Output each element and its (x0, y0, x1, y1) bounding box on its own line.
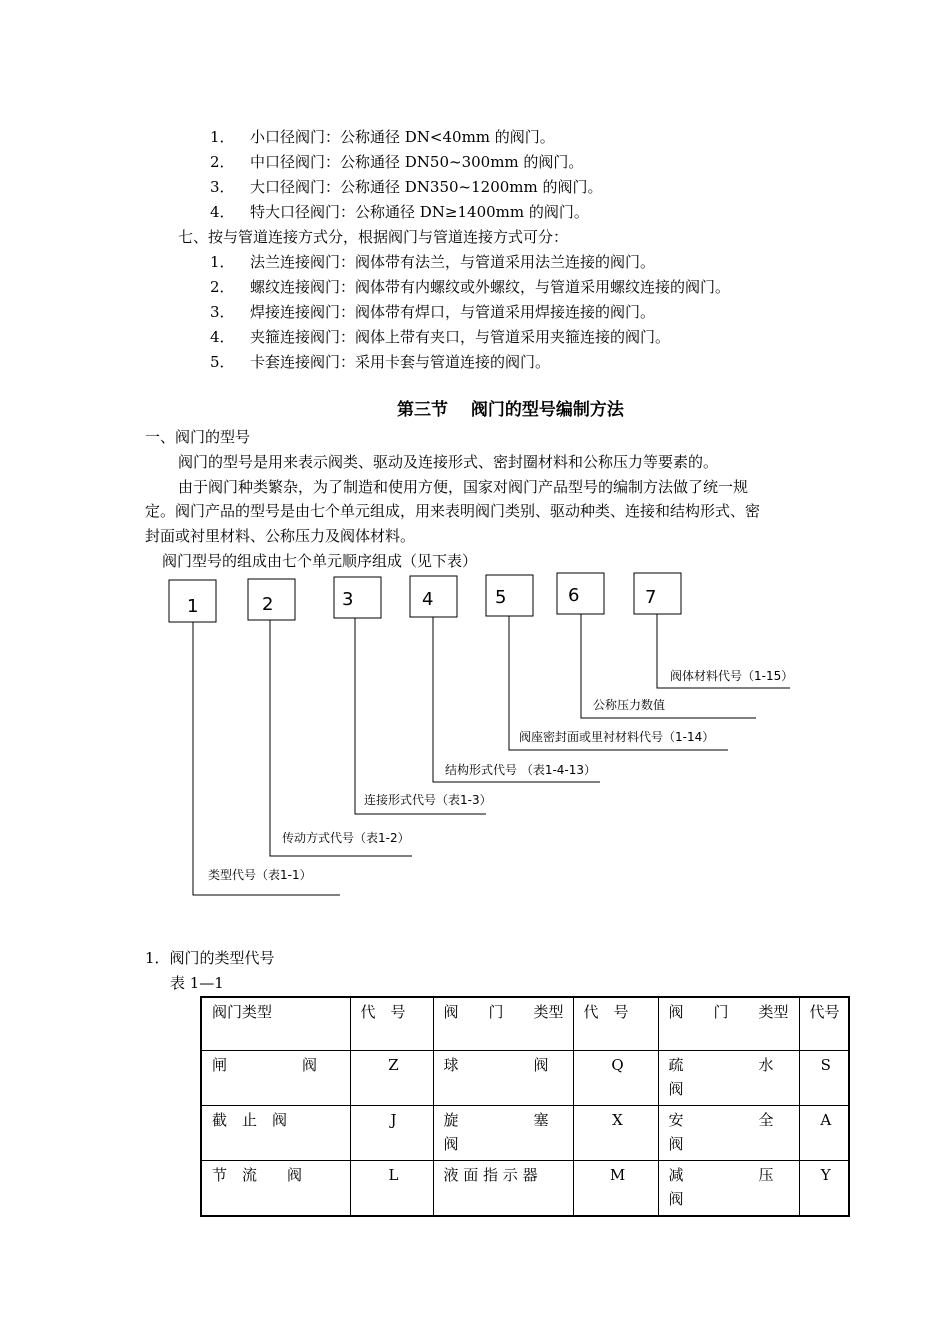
table-cell: 减 压 阀 (658, 1161, 799, 1217)
subheading-valve-model: 一、阀门的型号 (145, 428, 251, 446)
diagram-box-5-number: 5 (495, 587, 507, 608)
diagram-box-5 (486, 575, 533, 616)
section7-heading: 七、按与管道连接方式分，根据阀门与管道连接方式可分： (178, 228, 569, 246)
diagram-box-6-number: 6 (568, 585, 580, 606)
table-row (201, 1161, 849, 1217)
table-header-cell: 阀 门 类型 (433, 997, 573, 1051)
table-caption: 表 1—1 (170, 974, 224, 992)
list2-item-3: 3． 焊接连接阀门：阀体带有焊口，与管道采用焊接连接的阀门。 (210, 303, 656, 321)
table-header-row (201, 997, 849, 1051)
label-seal-material: 阀座密封面或里衬材料代号（1-14） (519, 730, 715, 744)
table-cell: 旋 塞 阀 (433, 1106, 573, 1161)
table-cell: 液 面 指 示 器 (433, 1161, 573, 1217)
table-row (201, 1051, 849, 1106)
table-cell: M (573, 1161, 658, 1217)
label-structure-form: 结构形式代号 （表1-4-13） (445, 763, 597, 777)
paragraph-2-line-1: 由于阀门种类繁杂，为了制造和使用方便，国家对阀门产品型号的编制方法做了统一规 (178, 478, 749, 496)
section-title: 第三节 阀门的型号编制方法 (397, 400, 624, 420)
valve-type-code-table (200, 996, 850, 1217)
paragraph-3: 阀门型号的组成由七个单元顺序组成（见下表） (162, 552, 478, 570)
list1-item-3: 3． 大口径阀门：公称通径 DN350~1200mm 的阀门。 (210, 178, 603, 196)
leader-line-3 (355, 618, 486, 814)
label-nominal-pressure: 公称压力数值 (593, 698, 666, 712)
table-cell: J (350, 1106, 433, 1161)
paragraph-1: 阀门的型号是用来表示阀类、驱动及连接形式、密封圈材料和公称压力等要素的。 (178, 453, 719, 471)
table-cell: 球 阀 (433, 1051, 573, 1106)
table-cell: 疏 水 阀 (658, 1051, 799, 1106)
subheading-type-code: 1．阀门的类型代号 (145, 949, 275, 967)
list1-item-2: 2． 中口径阀门：公称通径 DN50~300mm 的阀门。 (210, 153, 584, 171)
table-cell: S (799, 1051, 849, 1106)
list1-item-1: 1． 小口径阀门：公称通径 DN<40mm 的阀门。 (210, 128, 555, 146)
label-drive-type: 传动方式代号（表1-2） (282, 831, 410, 845)
table-cell: 截 止 阀 (201, 1106, 350, 1161)
diagram-box-7-number: 7 (645, 587, 657, 608)
table-header-cell: 代号 (799, 997, 849, 1051)
leader-line-4 (433, 617, 600, 782)
diagram-box-7 (634, 573, 681, 614)
diagram-box-4-number: 4 (422, 589, 434, 610)
table-header-cell: 代 号 (350, 997, 433, 1051)
table-row (201, 1106, 849, 1161)
table-cell: 安 全 阀 (658, 1106, 799, 1161)
table-header-cell: 阀 门 类型 (658, 997, 799, 1051)
diagram-box-1-number: 1 (187, 596, 199, 617)
list2-item-1: 1． 法兰连接阀门：阀体带有法兰，与管道采用法兰连接的阀门。 (210, 253, 656, 271)
table-cell: Z (350, 1051, 433, 1106)
table-cell: 节 流 阀 (201, 1161, 350, 1217)
table-header-cell: 代 号 (573, 997, 658, 1051)
table-cell: Y (799, 1161, 849, 1217)
table-cell: A (799, 1106, 849, 1161)
leader-line-1 (193, 622, 340, 895)
leader-line-2 (270, 620, 412, 856)
table-cell: 闸 阀 (201, 1051, 350, 1106)
paragraph-2-line-2: 定。阀门产品的型号是由七个单元组成，用来表明阀门类别、驱动种类、连接和结构形式、密 (145, 502, 761, 520)
list2-item-4: 4． 夹箍连接阀门：阀体上带有夹口，与管道采用夹箍连接的阀门。 (210, 328, 671, 346)
diagram-box-4 (410, 576, 457, 617)
table-cell: L (350, 1161, 433, 1217)
paragraph-2-line-3: 封面或衬里材料、公称压力及阀体材料。 (145, 527, 416, 545)
diagram-box-3-number: 3 (342, 589, 354, 610)
label-valve-type: 类型代号（表1-1） (208, 868, 312, 882)
diagram-box-2-number: 2 (262, 594, 274, 615)
table-cell: Q (573, 1051, 658, 1106)
table-header-cell: 阀门类型 (201, 997, 350, 1051)
label-connection-form: 连接形式代号（表1-3） (364, 793, 492, 807)
list2-item-5: 5． 卡套连接阀门：采用卡套与管道连接的阀门。 (210, 353, 551, 371)
table-cell: X (573, 1106, 658, 1161)
list1-item-4: 4． 特大口径阀门：公称通径 DN≥1400mm 的阀门。 (210, 203, 589, 221)
list2-item-2: 2． 螺纹连接阀门：阀体带有内螺纹或外螺纹，与管道采用螺纹连接的阀门。 (210, 278, 731, 296)
diagram-box-6 (557, 573, 604, 614)
label-body-material: 阀体材料代号（1-15） (670, 669, 794, 683)
